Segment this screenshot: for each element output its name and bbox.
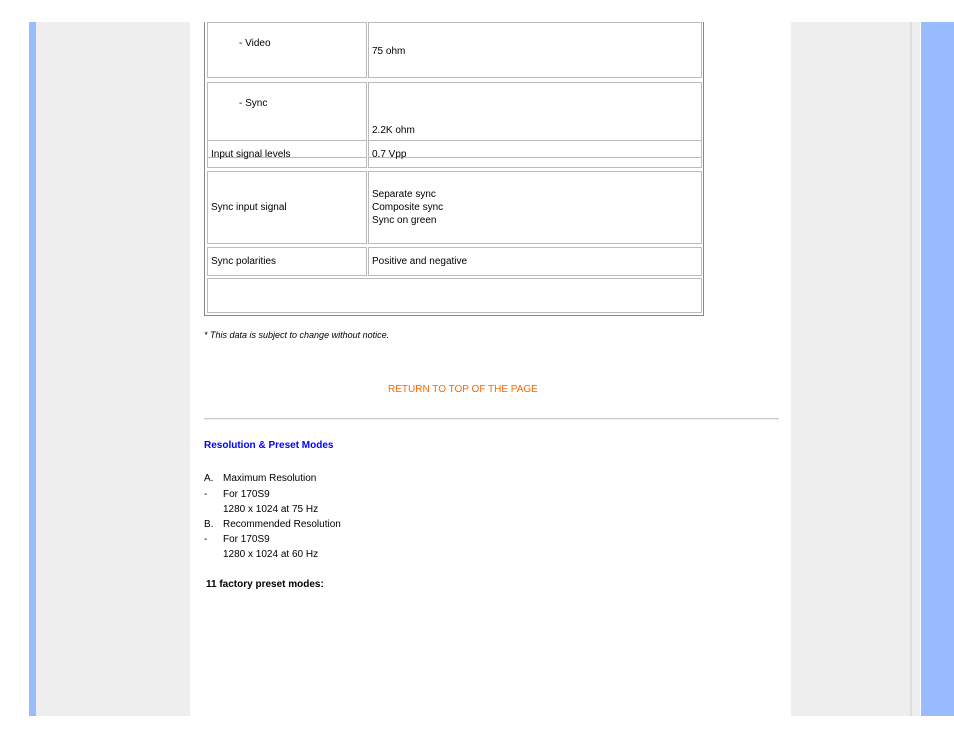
cell-text: Sync input signal (211, 202, 287, 213)
cell-text: Separate sync (372, 189, 436, 200)
list-text: 1280 x 1024 at 60 Hz (223, 549, 319, 560)
list-text: 1280 x 1024 at 75 Hz (223, 504, 319, 515)
cell-text: Composite sync (372, 202, 444, 213)
cell-text: - Sync (239, 98, 268, 109)
presets-heading: 11 factory preset modes: (206, 579, 324, 590)
list-marker: - (204, 534, 208, 545)
table-row-label (207, 171, 367, 244)
table-row-value (368, 140, 702, 168)
list-item (204, 503, 318, 516)
right-panel-divider (910, 22, 912, 716)
table-row-value (368, 22, 702, 78)
right-blue-border (921, 22, 954, 716)
list-marker: A. (204, 473, 214, 484)
list-text: For 170S9 (223, 534, 270, 545)
cell-text: Sync polarities (211, 256, 277, 267)
cell-text: - Video (239, 38, 271, 49)
list-marker: - (204, 489, 208, 500)
list-item (204, 548, 318, 561)
cell-text: 2.2K ohm (372, 124, 415, 136)
left-blue-border (29, 22, 36, 716)
table-row-value (368, 171, 702, 244)
table-row-empty (207, 278, 702, 313)
cell-text: 75 ohm (372, 45, 406, 57)
cell-text: Sync on green (372, 215, 437, 226)
table-row-label (207, 140, 367, 168)
spec-table (204, 22, 704, 316)
list-item (204, 488, 270, 501)
cell-text: 0.7 Vpp (372, 148, 407, 160)
list-text: Recommended Resolution (223, 519, 341, 530)
return-to-top-link[interactable]: RETURN TO TOP OF THE PAGE (388, 384, 538, 395)
disclaimer-note: * This data is subject to change without notice. (204, 330, 390, 340)
list-marker: B. (204, 519, 214, 530)
list-item (204, 533, 270, 546)
cell-text: Input signal levels (211, 148, 291, 160)
table-row-label (207, 22, 367, 78)
list-text: For 170S9 (223, 489, 270, 500)
right-gray-panel (791, 22, 920, 716)
table-row-label (207, 247, 367, 276)
section-title: Resolution & Preset Modes (204, 440, 334, 451)
list-item (204, 472, 316, 485)
cell-text: Positive and negative (372, 256, 468, 267)
list-text: Maximum Resolution (223, 473, 317, 484)
left-gray-panel (36, 22, 190, 716)
list-item (204, 518, 341, 531)
section-divider (204, 418, 779, 420)
table-row-value (368, 247, 702, 276)
